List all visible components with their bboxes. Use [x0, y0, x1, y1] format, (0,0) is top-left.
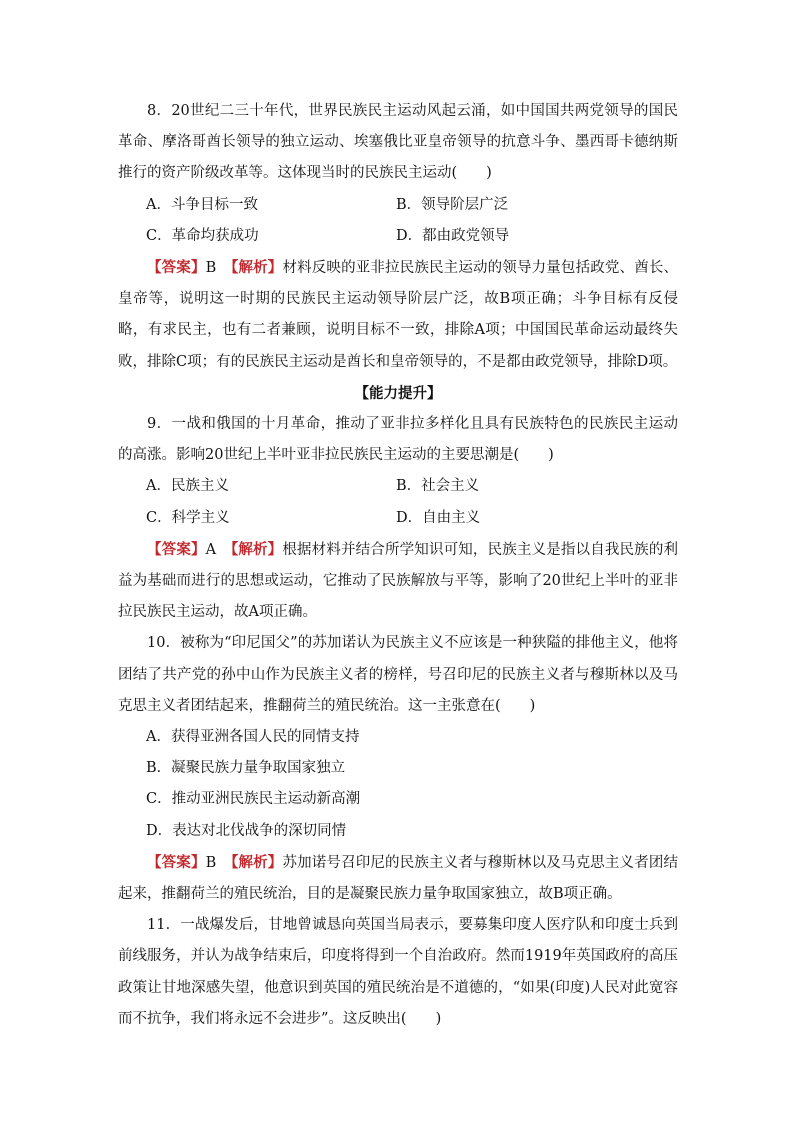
question-8-answer [118, 252, 678, 378]
question-9-option-b: B．社会主义 [396, 478, 480, 495]
analysis-text: 材料反映的亚非拉民族民主运动的领导力量包括政党、酋长、皇帝等，说明这一时期的民族民主运动领导阶层广泛，故B项正确；斗争目标有反侵略，有求民主，也有二者兼顾，说明目标不一致，排除A项；中国国民革命运动最终失败，排除C项；有的民族民主运动是酋长和皇帝领导的，不是都由政党领导，排除D项。 [118, 260, 679, 370]
answer-value: B [205, 854, 217, 871]
question-8-option-d: D．都由政党领导 [396, 227, 510, 244]
analysis-text: 苏加诺号召印尼的民族主义者与穆斯林以及马克思主义者团结起来，推翻荷兰的殖民统治，目的是凝聚民族力量争取国家独立，故B项正确。 [118, 854, 679, 903]
analysis-text: 根据材料并结合所学知识可知，民族主义是指以自我民族的利益为基础而进行的思想或运动，它推动了民族解放与平等，影响了20世纪上半叶的亚非拉民族民主运动，故A项正确。 [118, 541, 679, 621]
section-heading: 【能力提升】 [354, 384, 442, 402]
question-10-option-d: D．表达对北伐战争的深切同情 [146, 822, 347, 839]
analysis-label: 【解析】 [231, 259, 283, 277]
question-9-option-c: C．科学主义 [146, 509, 230, 526]
question-8-option-a: A．斗争目标一致 [146, 196, 258, 213]
question-9-options-row-1 [118, 471, 678, 502]
question-9-options-row-2 [118, 503, 678, 534]
answer-value: A [205, 541, 217, 558]
page-content [118, 96, 678, 1035]
question-8-options-row-2 [118, 221, 678, 252]
question-10-option-b: B．凝聚民族力量争取国家独立 [146, 760, 346, 777]
question-8-option-b: B．领导阶层广泛 [396, 196, 509, 213]
question-8-stem: 8．20世纪二三十年代，世界民族民主运动风起云涌，如中国国共两党领导的国民革命、摩洛哥酋长领导的独立运动、埃塞俄比亚皇帝领导的抗意斗争、墨西哥卡德纳斯推行的资产阶级改革等。这体现当时的民族民主运动( ) [118, 103, 678, 182]
question-9-option-d: D．自由主义 [396, 509, 481, 526]
analysis-label: 【解析】 [230, 540, 283, 558]
question-10-option-a: A．获得亚洲各国人民的同情支持 [146, 729, 360, 746]
answer-label: 【答案】 [147, 540, 206, 558]
answer-label: 【答案】 [147, 853, 206, 871]
question-10-answer [118, 847, 678, 910]
question-8-option-c: C．革命均获成功 [146, 227, 259, 244]
question-10-stem: 10．被称为“印尼国父”的苏加诺认为民族主义不应该是一种狭隘的排他主义，他将团结了共产党的孙中山作为民族主义者的榜样，号召印尼的民族主义者与穆斯林以及马克思主义者团结起来，推翻荷兰的殖民统治。这一主张意在( ) [118, 635, 678, 714]
answer-label: 【答案】 [147, 259, 206, 277]
answer-value: B [205, 260, 217, 277]
question-9-stem: 9．一战和俄国的十月革命，推动了亚非拉多样化且具有民族特色的民族民主运动的高涨。影响20世纪上半叶亚非拉民族民主运动的主要思潮是( ) [118, 416, 678, 464]
question-10-option-c: C．推动亚洲民族民主运动新高潮 [146, 791, 361, 808]
question-8-options-row-1 [118, 190, 678, 221]
analysis-label: 【解析】 [231, 853, 283, 871]
question-11-stem: 11．一战爆发后，甘地曾诚恳向英国当局表示，要募集印度人医疗队和印度士兵到前线服务，并认为战争结束后，印度将得到一个自治政府。然而1919年英国政府的高压政策让甘地深感失望，他意识到英国的殖民统治是不道德的，“如果(印度)人民对此宽容而不抗争，我们将永远不会进步”。这反映出( ) [118, 917, 678, 1027]
question-9-option-a: A．民族主义 [146, 478, 229, 495]
question-9-answer [118, 534, 678, 629]
